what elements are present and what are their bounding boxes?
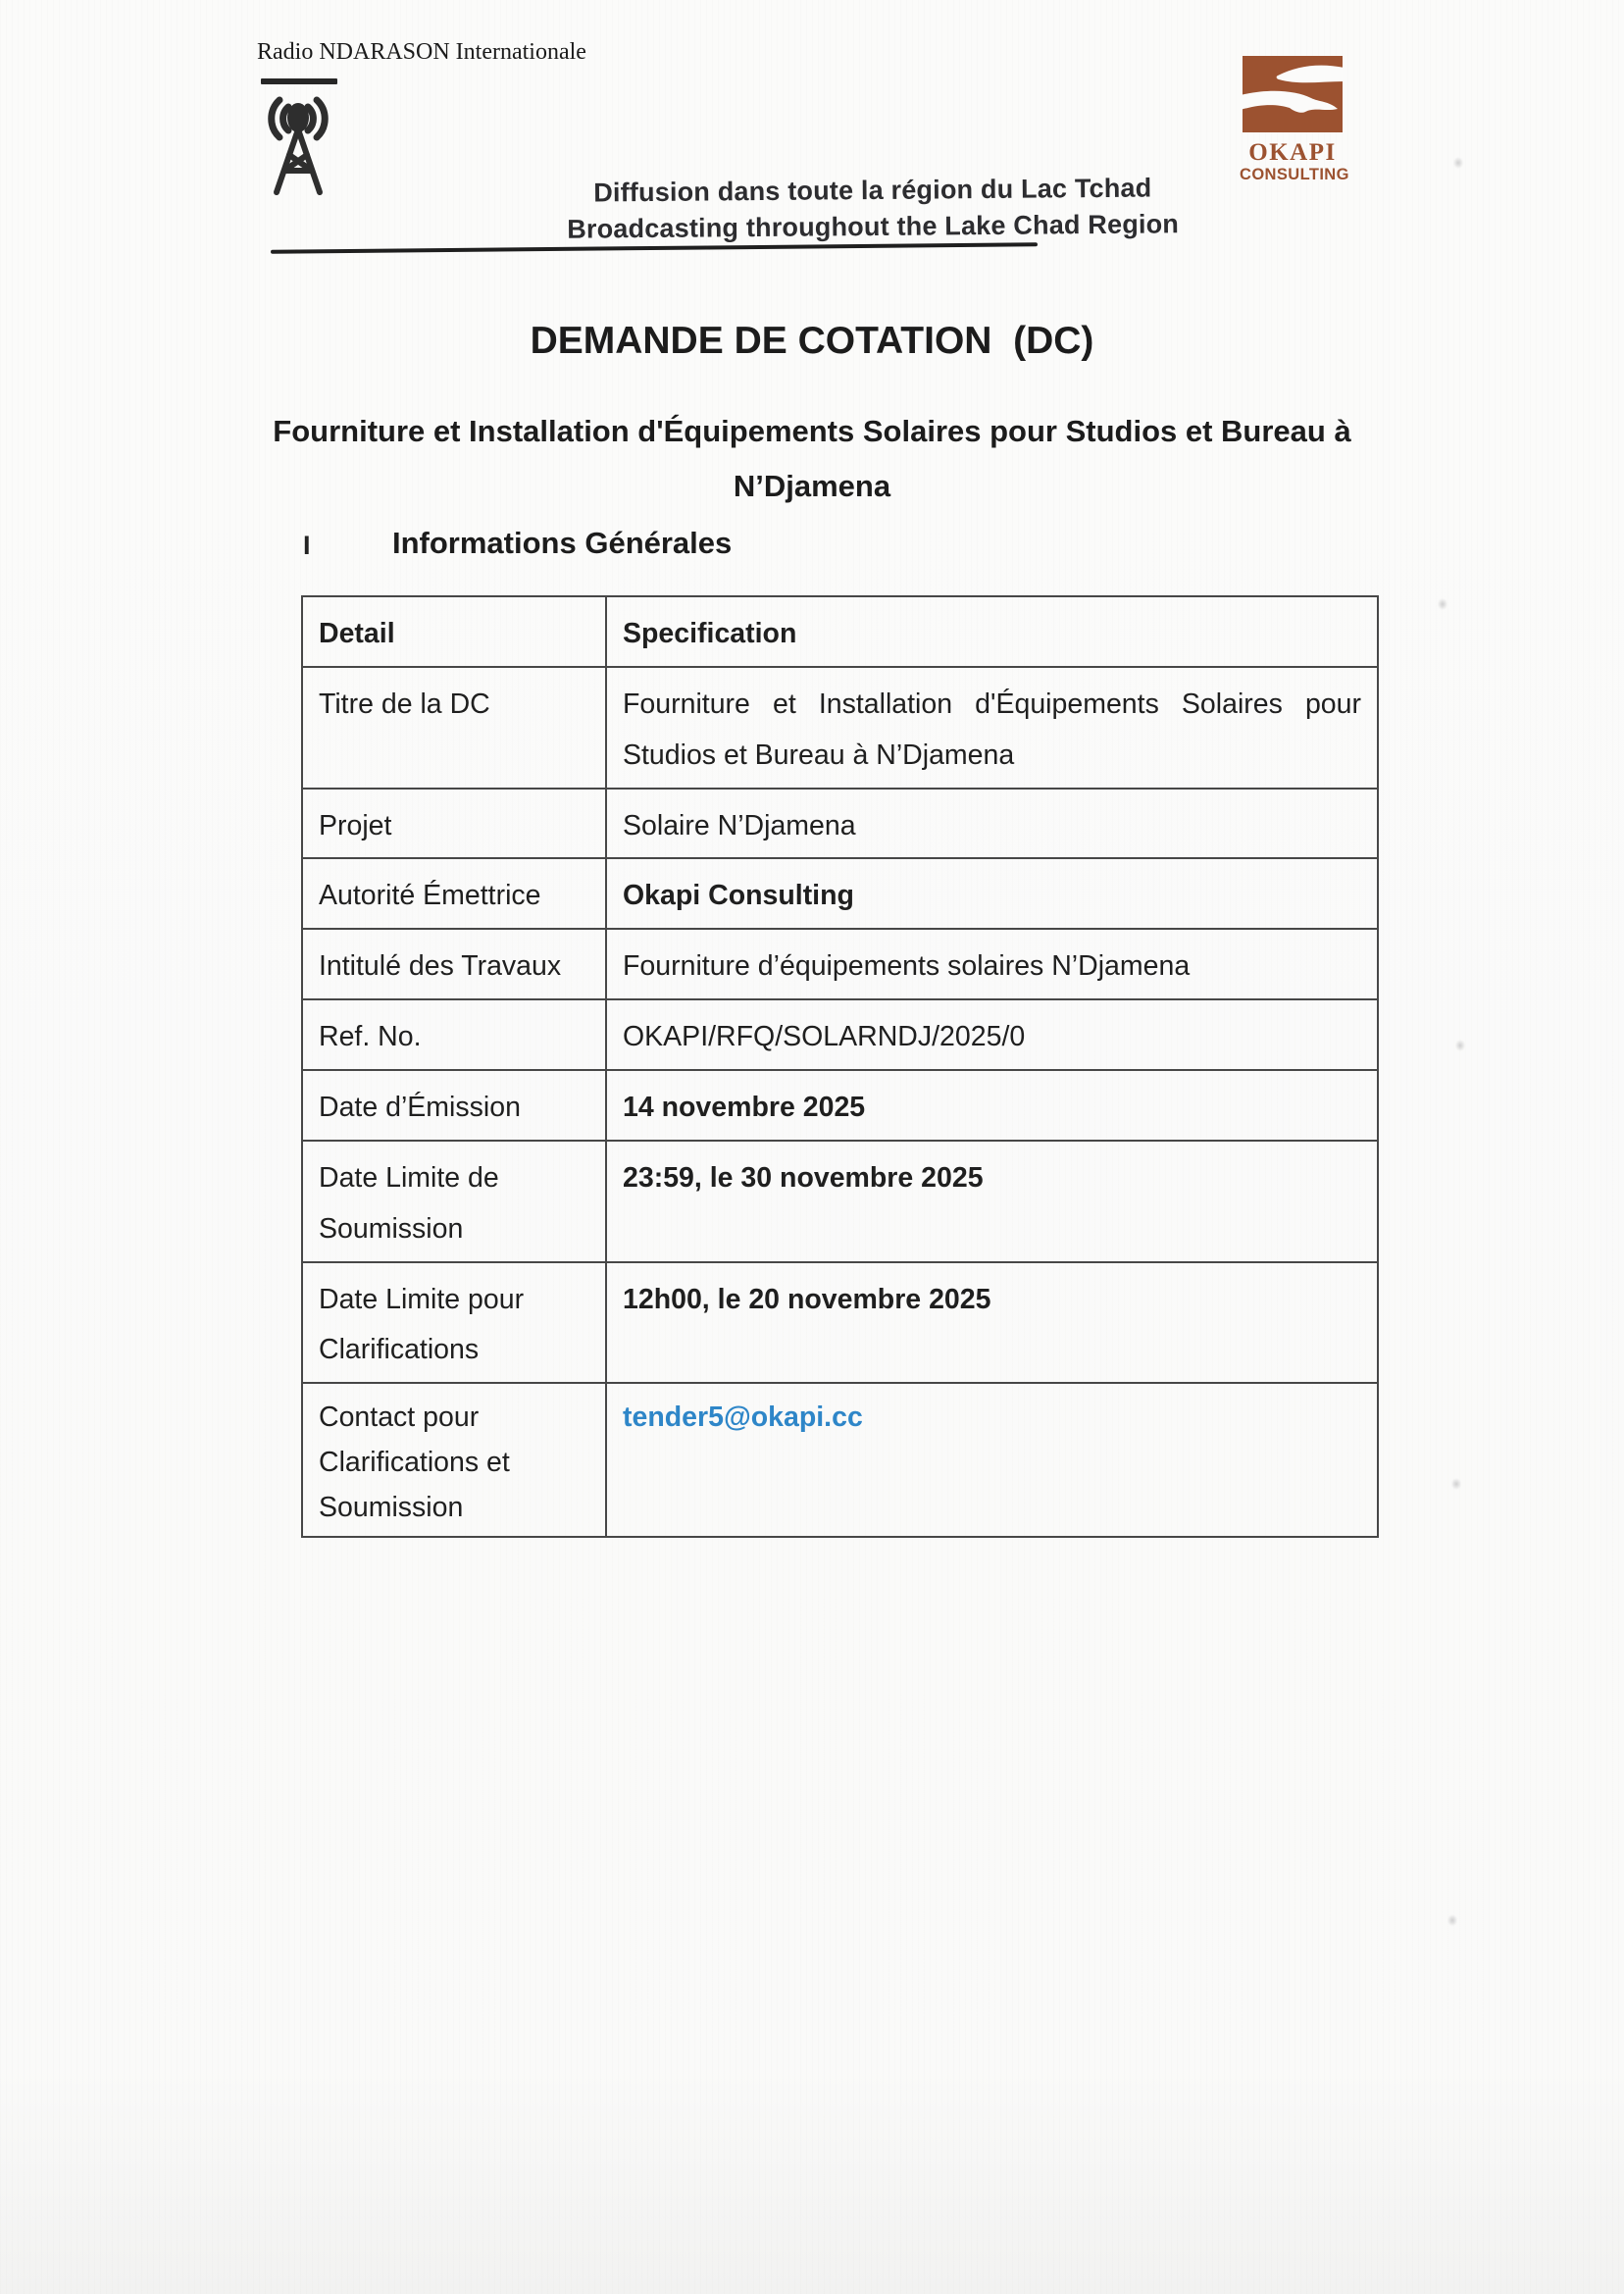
page-subtitle-line2: N’Djamena xyxy=(733,469,891,503)
row-value: 14 novembre 2025 xyxy=(606,1070,1378,1141)
table-row xyxy=(302,789,1378,859)
page-subtitle xyxy=(258,404,1366,514)
row-value: Fourniture et Installation d'Équipements Solaires pour Studios et Bureau à N’Djamena xyxy=(606,667,1378,789)
table-header-row xyxy=(302,596,1378,667)
row-label: Autorité Émettrice xyxy=(302,858,606,929)
row-value: 23:59, le 30 novembre 2025 xyxy=(606,1141,1378,1262)
okapi-logo-icon xyxy=(1241,56,1345,132)
email-link[interactable]: tender5@okapi.cc xyxy=(623,1402,863,1434)
info-table-body xyxy=(302,667,1378,1537)
table-row xyxy=(302,858,1378,929)
row-label: Titre de la DC xyxy=(302,667,606,789)
taglines xyxy=(530,170,1217,248)
scan-speck xyxy=(1453,1038,1467,1053)
okapi-logo xyxy=(1240,56,1349,184)
row-label: Date Limite pour Clarifications xyxy=(302,1262,606,1384)
table-header-specification: Specification xyxy=(606,596,1378,667)
row-value: Fourniture d’équipements solaires N’Djamena xyxy=(606,929,1378,999)
row-value: Okapi Consulting xyxy=(606,858,1378,929)
table-row xyxy=(302,1262,1378,1384)
scan-speck xyxy=(1436,596,1449,612)
row-value: 12h00, le 20 novembre 2025 xyxy=(606,1262,1378,1384)
scan-speck xyxy=(1446,1912,1459,1928)
org-name: Radio NDARASON Internationale xyxy=(257,39,586,65)
section-numeral: I xyxy=(303,531,311,560)
table-row xyxy=(302,999,1378,1070)
row-value: Solaire N’Djamena xyxy=(606,789,1378,859)
table-header-detail: Detail xyxy=(302,596,606,667)
info-table xyxy=(301,595,1379,1538)
table-row xyxy=(302,1070,1378,1141)
row-label: Date Limite de Soumission xyxy=(302,1141,606,1262)
row-label: Date d’Émission xyxy=(302,1070,606,1141)
row-label: Ref. No. xyxy=(302,999,606,1070)
row-value xyxy=(606,1383,1378,1537)
page-subtitle-line1: Fourniture et Installation d'Équipements Solaires pour Studios et Bureau à xyxy=(273,414,1351,448)
tagline-en: Broadcasting throughout the Lake Chad Region xyxy=(567,209,1180,244)
okapi-logo-subtext: CONSULTING xyxy=(1240,166,1349,183)
table-row xyxy=(302,1141,1378,1262)
row-label: Intitulé des Travaux xyxy=(302,929,606,999)
table-row xyxy=(302,667,1378,789)
table-row xyxy=(302,929,1378,999)
okapi-logo-wordmark: OKAPI xyxy=(1248,139,1337,166)
page-title: DEMANDE DE COTATION (DC) xyxy=(530,320,1094,362)
radio-tower-icon xyxy=(251,84,345,198)
row-label: Projet xyxy=(302,789,606,859)
row-value: OKAPI/RFQ/SOLARNDJ/2025/0 xyxy=(606,999,1378,1070)
scan-speck xyxy=(1449,1476,1463,1492)
tagline-fr: Diffusion dans toute la région du Lac Tchad xyxy=(593,173,1152,208)
scan-speck xyxy=(1451,155,1465,171)
table-row xyxy=(302,1383,1378,1537)
row-label: Contact pour Clarifications et Soumission xyxy=(302,1383,606,1537)
section-title: Informations Générales xyxy=(392,526,733,560)
